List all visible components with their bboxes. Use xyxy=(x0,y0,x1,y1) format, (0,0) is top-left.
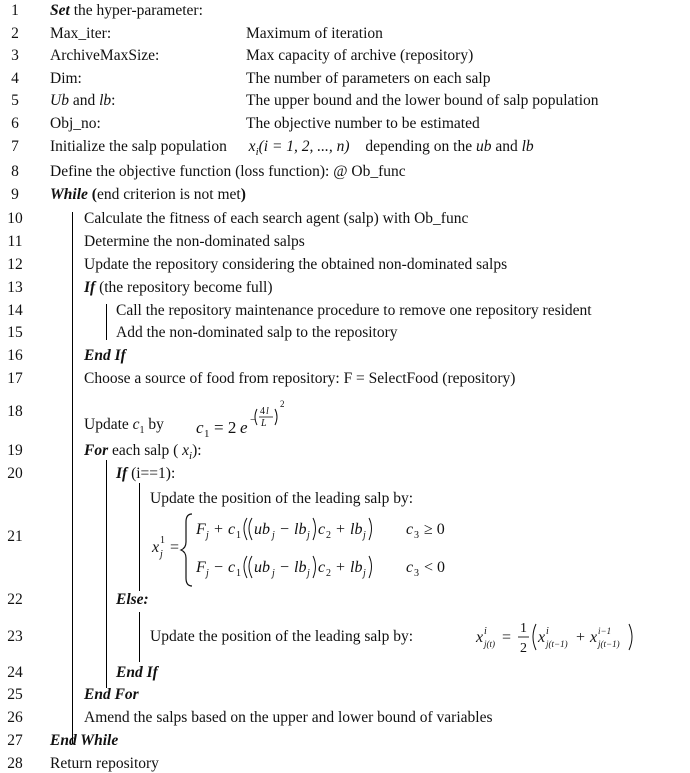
line-number: 18 xyxy=(7,403,23,420)
svg-text:4: 4 xyxy=(260,406,265,417)
param-name: ArchiveMaxSize: xyxy=(50,47,160,64)
svg-text:c: c xyxy=(318,559,326,576)
while-block-bar xyxy=(72,212,73,744)
svg-text:e: e xyxy=(240,418,248,437)
svg-text:lb: lb xyxy=(294,521,307,538)
keyword-if: If xyxy=(84,279,96,296)
svg-text:x: x xyxy=(152,539,160,556)
line-number: 12 xyxy=(7,256,23,273)
step-while: While (end criterion is not met) xyxy=(50,186,246,203)
keyword-end-for: End For xyxy=(84,686,139,703)
follower-salp-formula xyxy=(472,612,672,662)
svg-text:j: j xyxy=(206,568,209,579)
svg-text:j(t): j(t) xyxy=(484,639,495,649)
svg-text:−: − xyxy=(214,559,224,576)
keyword-if: If xyxy=(116,465,128,482)
line-number: 10 xyxy=(7,210,23,227)
step-if-repository-full: If (the repository become full) xyxy=(84,279,273,296)
svg-text:lb: lb xyxy=(294,559,307,576)
param-desc: The upper bound and the lower bound of salp population xyxy=(246,92,599,109)
c1-formula xyxy=(196,393,316,443)
line-number: 16 xyxy=(7,347,23,364)
line-number: 22 xyxy=(7,591,23,608)
svg-text:< 0: < 0 xyxy=(424,559,446,576)
line-number: 17 xyxy=(7,370,23,387)
for-block-bar xyxy=(106,460,107,688)
param-name: Obj_no: xyxy=(50,115,101,132)
svg-text:j: j xyxy=(307,568,310,579)
svg-text:j: j xyxy=(272,530,275,541)
leading-salp-formula xyxy=(150,510,460,590)
svg-text:≥ 0: ≥ 0 xyxy=(424,521,445,538)
svg-text:= 2: = 2 xyxy=(214,418,237,437)
svg-text:i−1: i−1 xyxy=(598,626,612,636)
svg-text:+: + xyxy=(214,521,224,538)
svg-text:+: + xyxy=(336,559,346,576)
svg-text:i: i xyxy=(484,626,487,637)
step-update-leading-salp: Update the position of the leading salp by: xyxy=(150,490,414,507)
step-define-objective: Define the objective function (loss function): @ Ob_func xyxy=(50,163,406,180)
step-amend-salps: Amend the salps based on the upper and lower bound of variables xyxy=(84,709,493,726)
line-number: 4 xyxy=(11,70,19,87)
line-number: 26 xyxy=(7,709,23,726)
step-choose-food: Choose a source of food from repository: F = SelectFood (repository) xyxy=(84,370,516,387)
param-desc: Maximum of iteration xyxy=(246,25,383,42)
svg-text:−: − xyxy=(250,414,257,426)
step-if-i-equals-1: If (i==1): xyxy=(116,465,176,482)
svg-text:2: 2 xyxy=(326,530,331,541)
svg-text:L: L xyxy=(261,418,267,429)
line-number: 27 xyxy=(7,732,23,749)
param-name: Dim: xyxy=(50,70,82,87)
svg-text:1: 1 xyxy=(204,428,210,440)
svg-text:2: 2 xyxy=(520,641,527,656)
line-number: 6 xyxy=(11,115,19,132)
param-name: Ub and lb: xyxy=(50,92,116,109)
param-name: Max_iter: xyxy=(50,25,112,42)
line-number: 8 xyxy=(11,163,19,180)
svg-text:i: i xyxy=(546,626,549,637)
svg-text:1: 1 xyxy=(236,568,241,579)
keyword-while: While xyxy=(50,186,88,203)
svg-text:l: l xyxy=(266,406,269,417)
svg-text:j: j xyxy=(206,530,209,541)
svg-text:x: x xyxy=(538,629,546,646)
step-for-each-salp: For each salp ( $x_i$): xyxy=(84,442,202,462)
svg-text:c: c xyxy=(318,521,326,538)
svg-text:=: = xyxy=(502,629,512,646)
svg-text:2: 2 xyxy=(326,568,331,579)
svg-text:+: + xyxy=(336,521,346,538)
line-number: 24 xyxy=(7,664,23,681)
line-number: 25 xyxy=(7,686,23,703)
step-add-nondominated: Add the non-dominated salp to the repository xyxy=(116,324,398,341)
svg-text:x: x xyxy=(476,629,484,646)
line-number: 9 xyxy=(11,186,19,203)
line-number: 28 xyxy=(7,755,23,772)
svg-text:x: x xyxy=(590,629,598,646)
param-desc: The number of parameters on each salp xyxy=(246,70,491,87)
svg-text:j(t−1): j(t−1) xyxy=(546,639,568,649)
line-number: 13 xyxy=(7,279,23,296)
svg-text:c: c xyxy=(406,521,414,538)
svg-text:1: 1 xyxy=(520,621,527,636)
svg-text:−: − xyxy=(280,559,290,576)
line-number: 7 xyxy=(11,138,19,155)
svg-text:=: = xyxy=(170,539,180,556)
svg-text:3: 3 xyxy=(414,530,419,541)
svg-text:F: F xyxy=(196,559,206,576)
line-number: 21 xyxy=(7,528,23,545)
keyword-else: Else: xyxy=(116,591,149,608)
svg-text:c: c xyxy=(196,418,204,437)
line-number: 3 xyxy=(11,47,19,64)
svg-text:ub: ub xyxy=(254,559,270,576)
step-update-repository: Update the repository considering the obtained non-dominated salps xyxy=(84,256,508,273)
svg-text:j: j xyxy=(363,568,366,579)
if-block-bar xyxy=(106,304,107,340)
svg-text:c: c xyxy=(228,559,236,576)
line-number: 5 xyxy=(11,92,19,109)
svg-text:c: c xyxy=(228,521,236,538)
line-number: 11 xyxy=(7,233,23,250)
line-number: 2 xyxy=(11,25,19,42)
svg-text:−: − xyxy=(280,521,290,538)
svg-text:lb: lb xyxy=(350,559,363,576)
keyword-set: Set xyxy=(50,2,70,19)
line-number: 23 xyxy=(7,628,23,645)
inner-if-block-bar xyxy=(139,483,140,591)
svg-text:2: 2 xyxy=(280,399,285,409)
line-number: 14 xyxy=(7,302,23,319)
step-set-hyperparameter: Set the hyper-parameter: xyxy=(50,2,203,19)
keyword-end-while: End While xyxy=(50,732,119,749)
step-maintenance: Call the repository maintenance procedure to remove one repository resident xyxy=(116,302,592,319)
svg-text:j: j xyxy=(160,549,163,560)
svg-text:j(t−1): j(t−1) xyxy=(598,639,620,649)
keyword-end-if: End If xyxy=(84,347,126,364)
svg-text:j: j xyxy=(272,568,275,579)
svg-text:3: 3 xyxy=(414,568,419,579)
svg-text:ub: ub xyxy=(254,521,270,538)
step-return-repository: Return repository xyxy=(50,755,159,772)
else-block-bar xyxy=(139,612,140,662)
svg-text:F: F xyxy=(196,521,206,538)
line-number: 1 xyxy=(11,2,19,19)
keyword-for: For xyxy=(84,442,109,459)
step-calc-fitness: Calculate the fitness of each search agent (salp) with Ob_func xyxy=(84,210,469,227)
param-desc: The objective number to be estimated xyxy=(246,115,480,132)
step-initialize: Initialize the salp population $x_i(i = 1$, 2, ..., n) depending on the ub and lb xyxy=(50,138,534,158)
svg-text:lb: lb xyxy=(350,521,363,538)
svg-text:1: 1 xyxy=(236,530,241,541)
step-update-follower-salp: Update the position of the leading salp by: xyxy=(150,628,414,645)
svg-text:j: j xyxy=(363,530,366,541)
svg-text:j: j xyxy=(307,530,310,541)
line-number: 20 xyxy=(7,465,23,482)
step-update-c1: Update $c_1$ by xyxy=(84,416,164,436)
step-determine-nondominated: Determine the non-dominated salps xyxy=(84,233,305,250)
svg-text:c: c xyxy=(406,559,414,576)
line-number: 15 xyxy=(7,324,23,341)
param-desc: Max capacity of archive (repository) xyxy=(246,47,474,64)
svg-text:1: 1 xyxy=(160,535,165,546)
svg-text:+: + xyxy=(576,629,586,646)
keyword-end-if-inner: End If xyxy=(116,664,158,681)
line-number: 19 xyxy=(7,442,23,459)
